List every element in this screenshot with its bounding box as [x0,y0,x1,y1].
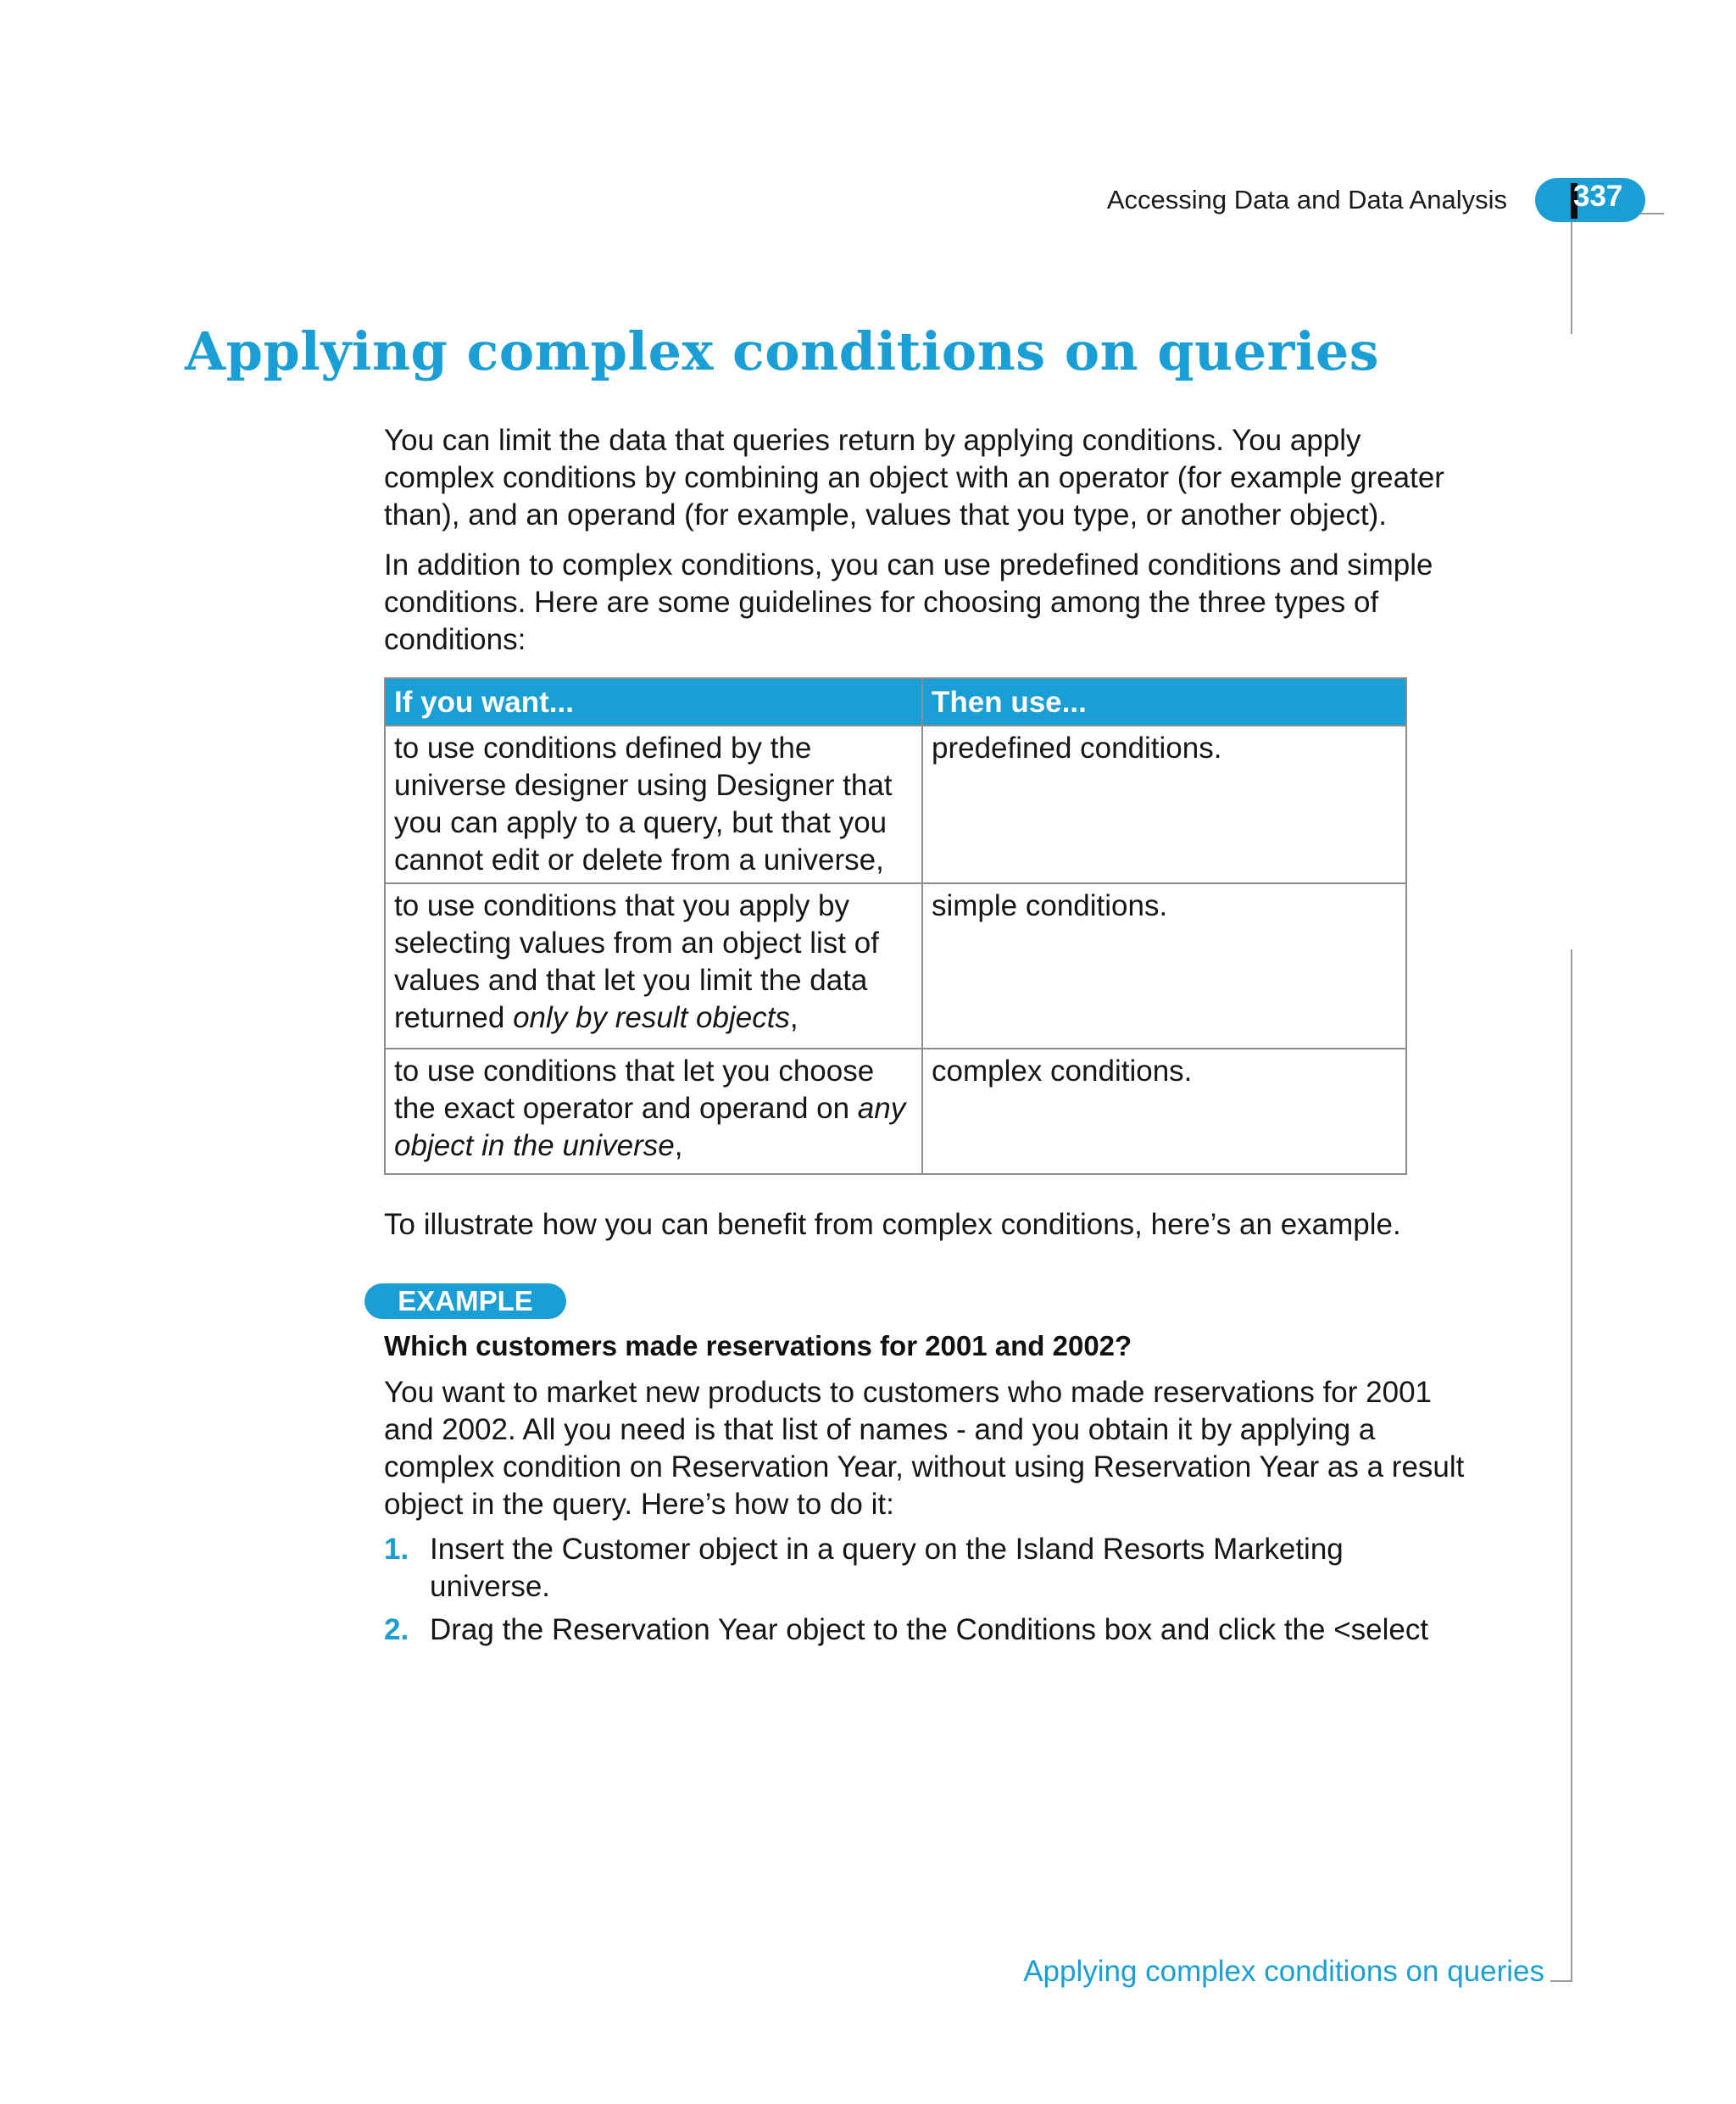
running-footer: Applying complex conditions on queries [1023,1955,1544,1988]
table-header-row [385,678,1406,726]
cell-punct: , [674,1129,683,1162]
table-cell-want: to use conditions defined by the universe designer using Designer that you can apply to a query, but that you cannot edit or delete from a universe, [385,726,922,883]
running-head: Accessing Data and Data Analysis [1106,185,1507,214]
example-heading: Which customers made reservations for 2001 and 2002? [384,1330,1132,1361]
cell-emphasis: any object in the universe [394,1092,906,1162]
illustrate-paragraph: To illustrate how you can benefit from complex conditions, here’s an example. [384,1208,1401,1241]
example-paragraph: You want to market new products to customers who made reservations for 2001 and 2002. All you need is that list of names - and you obtain it by applying a complex condition on Reservation Year, without using Reservation Year as a result object in the query. Here’s how to do it: [384,1376,1465,1521]
example-label: EXAMPLE [364,1283,566,1319]
margin-rule-top [1571,222,1572,334]
table-row [385,726,1406,883]
page-number: 337 [1573,180,1623,213]
table-cell-use: simple conditions. [922,883,1406,1049]
table-cell-want [385,883,922,1049]
table-cell-want [385,1049,922,1174]
intro-paragraph-2: In addition to complex conditions, you can use predefined conditions and simple conditions. Here are some guidelines for choosing among the three types of conditions: [384,548,1433,656]
header-rule [1640,213,1664,214]
footer-rule [1550,1980,1572,1982]
cell-punct: , [789,1001,798,1034]
cell-emphasis: only by result objects [513,1001,790,1034]
intro-paragraph-1: You can limit the data that queries return by applying conditions. You apply complex conditions by combining an object with an operator (for example greater than), and an operand (for example, values that you type, or another object). [384,424,1444,532]
page-title: Applying complex conditions on queries [185,320,1380,382]
step-text: Drag the Reservation Year object to the Conditions box and click the <select [430,1613,1429,1646]
table-row [385,883,1406,1049]
step-text: Insert the Customer object in a query on the Island Resorts Marketing universe. [430,1533,1344,1603]
cell-text: to use conditions that let you choose the exact operator and operand on [394,1055,875,1125]
step-number: 1. [384,1533,409,1566]
table-cell-use: complex conditions. [922,1049,1406,1174]
step-number: 2. [384,1613,409,1646]
margin-rule-right [1571,949,1572,1982]
table-header-want: If you want... [385,678,922,726]
condition-guidelines-table [384,677,1407,1175]
table-row [385,1049,1406,1174]
table-header-use: Then use... [922,678,1406,726]
table-cell-use: predefined conditions. [922,726,1406,883]
cell-text: to use conditions that you apply by selecting values from an object list of values and that let you limit the data returned [394,889,879,1034]
